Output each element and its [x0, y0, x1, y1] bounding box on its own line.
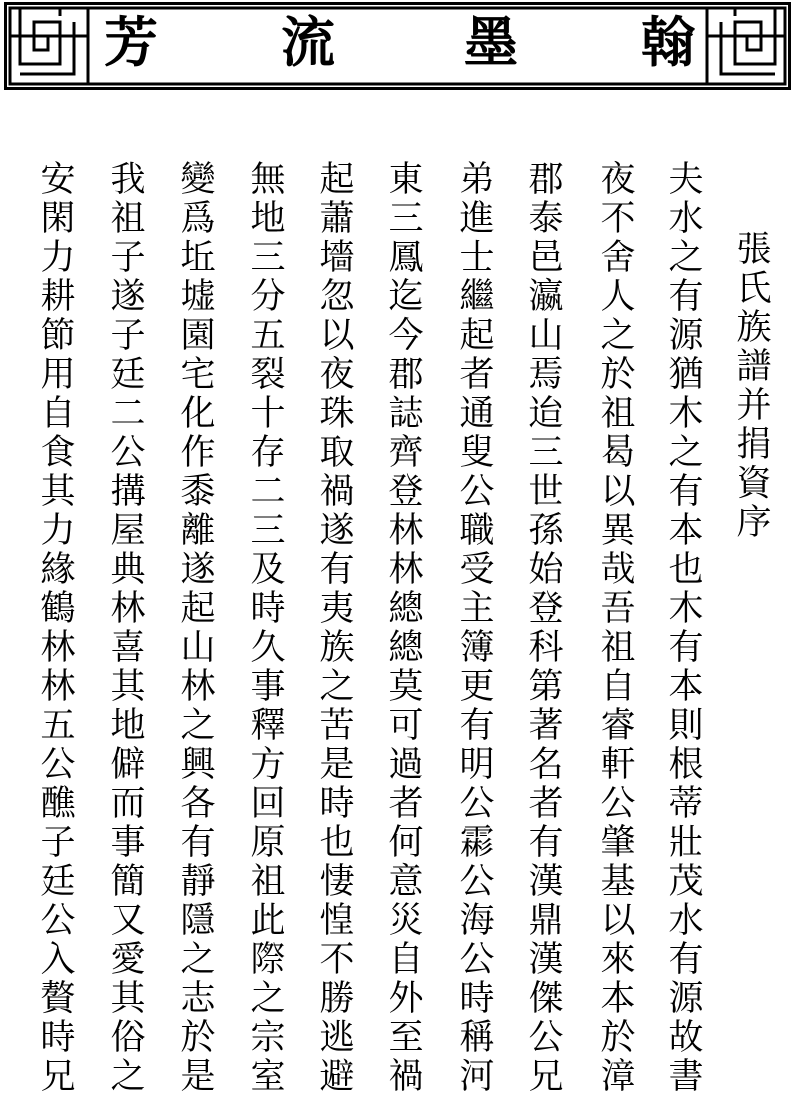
text-column-7: 無地三分五裂十存二三及時久事釋方回原祖此際之宗室	[245, 160, 285, 1096]
text-column-8: 變爲坵墟園宅化作黍離遂起山林之興各有靜隱之志於是	[175, 160, 215, 1096]
text-column-3: 郡泰邑瀛山焉迨三世孫始登科第著名者有漢鼎漢傑公兄	[523, 160, 563, 1096]
text-column-2: 夜不舍人之於祖曷以異哉吾祖自睿軒公肇基以來本於漳	[595, 160, 635, 1096]
banner-char-1: 芳	[104, 10, 158, 74]
banner-char-4: 翰	[641, 10, 695, 74]
text-column-10: 安閑力耕節用自食其力緣鶴林林五公醮子廷公入贅時兄	[35, 160, 75, 1096]
heading-column: 張氏族譜并捐資序	[731, 230, 771, 542]
text-column-6: 起蕭墻忽以夜珠取禍遂有夷族之苦是時也悽惶不勝逃避	[314, 160, 354, 1096]
banner-char-3: 墨	[464, 10, 518, 74]
text-column-1: 夫水之有源猶木之有本也木有本則根蒂壯茂水有源故書	[663, 160, 703, 1096]
text-column-5: 東三鳳迄今郡誌齊登林林總總莫可過者何意災自外至禍	[383, 160, 423, 1096]
title-banner	[4, 2, 791, 90]
text-column-9: 我祖子遂子廷二公搆屋典林喜其地僻而事簡又愛其俗之	[105, 160, 145, 1096]
banner-char-2: 流	[281, 10, 335, 74]
text-column-4: 弟進士繼起者通叟公職受主簿更有明公霦公海公時稱河	[454, 160, 494, 1096]
